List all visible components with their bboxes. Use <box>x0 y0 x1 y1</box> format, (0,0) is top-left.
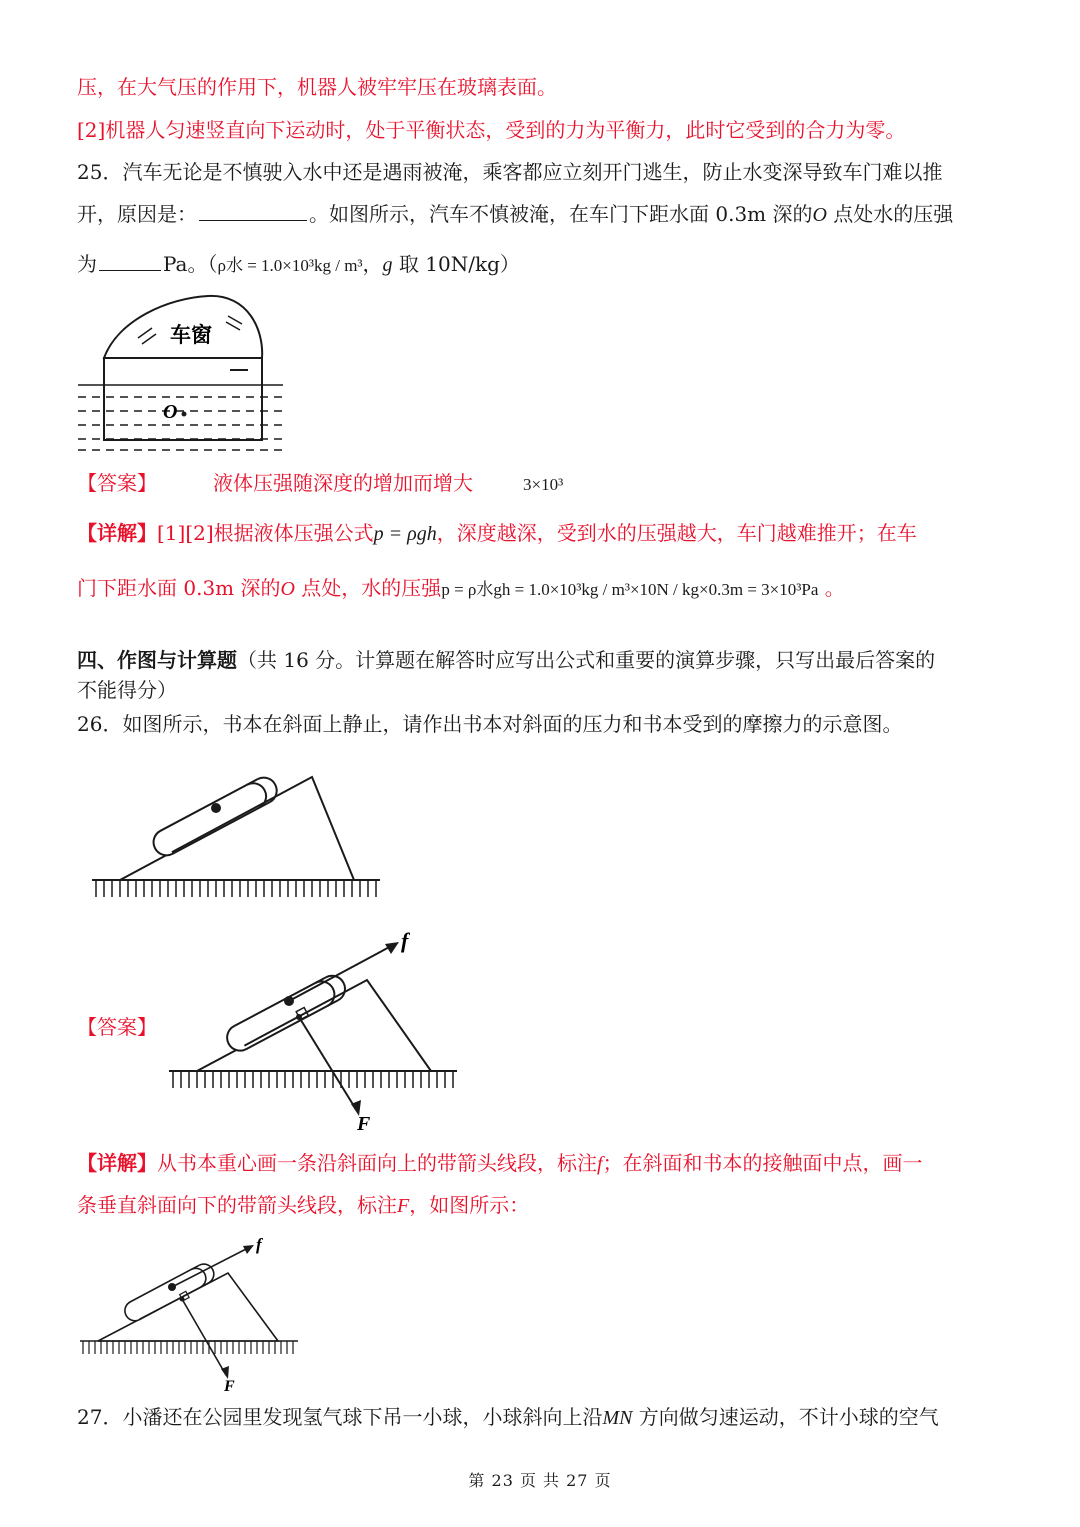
q25-stem-text: 为 <box>77 252 97 276</box>
point-o-label: O <box>812 204 827 226</box>
pressure-formula: p = ρgh <box>373 523 437 545</box>
section-4-heading-line2: 不能得分） <box>77 678 177 702</box>
water-density-formula: ρ水 = 1.0×10³kg / m³ <box>217 256 363 275</box>
q26-stem: 26．如图所示，书本在斜面上静止，请作出书本对斜面的压力和书本受到的摩擦力的示意图。 <box>77 712 903 736</box>
answer-text-2: 3×10³ <box>523 475 564 494</box>
q25-stem-line1: 25．汽车无论是不慎驶入水中还是遇雨被淹，乘客都应立刻开门逃生，防止水变深导致车门难以推 <box>77 160 943 184</box>
q25-stem-text: Pa。（ <box>163 252 218 276</box>
answer-blank-1 <box>199 200 307 221</box>
q24-line1: 压，在大气压的作用下，机器人被牢牢压在玻璃表面。 <box>77 75 557 99</box>
detail-text: 门下距水面 0.3m 深的 <box>77 576 281 600</box>
pressure-label-F: F <box>357 1113 371 1135</box>
answer-blank-2 <box>99 250 161 271</box>
detail-text: ，如图所示： <box>409 1193 530 1217</box>
q25-stem-text: 取 10N/kg） <box>392 252 520 276</box>
answer-text-1: 液体压强随深度的增加而增大 <box>213 471 473 495</box>
book-shape <box>149 773 281 860</box>
detail-text: 。 <box>818 576 845 600</box>
pressure-label-F-small: F <box>224 1378 235 1395</box>
detail-text: ，深度越深，受到水的压强越大，车门越难推开；在车 <box>436 521 917 545</box>
detail-text: [1][2]根据液体压强公式 <box>157 521 374 545</box>
detail-force-diagram <box>78 1235 303 1395</box>
car-window-label: 车窗 <box>170 322 212 347</box>
q27-text: 方向做匀速运动，不计小球的空气 <box>632 1405 939 1429</box>
q25-stem-line2 <box>77 199 1010 230</box>
section-instructions: （共 16 分。计算题在解答时应写出公式和重要的演算步骤，只写出最后答案的 <box>237 648 936 672</box>
q26-answer-tag: 【答案】 <box>77 1015 157 1039</box>
point-o-dot <box>182 412 187 417</box>
q25-stem-line3 <box>77 249 1010 281</box>
car-window-figure <box>78 290 288 455</box>
q25-answer <box>77 468 1010 500</box>
point-o-label: O <box>280 578 295 600</box>
q26-detail-line2 <box>77 1190 1010 1221</box>
q27-text: 27．小潘还在公园里发现氢气球下吊一小球，小球斜向上沿 <box>77 1405 603 1429</box>
section-4-heading <box>77 645 1010 675</box>
f-symbol: f <box>597 1153 603 1175</box>
friction-label-f-small: f <box>256 1235 262 1254</box>
detail-tag: 【详解】 <box>77 1151 157 1175</box>
point-o-figure-label: O <box>163 401 178 423</box>
mn-direction-label: MN <box>602 1407 633 1429</box>
q24-line2: [2]机器人匀速竖直向下运动时，处于平衡状态，受到的力为平衡力，此时它受到的合力为零。 <box>77 118 906 142</box>
q27-stem <box>77 1402 1010 1433</box>
center-of-gravity-dot <box>211 803 221 813</box>
detail-text: 条垂直斜面向下的带箭头线段，标注 <box>77 1193 397 1217</box>
answer-tag: 【答案】 <box>77 471 157 495</box>
q25-stem-text: 。如图所示，汽车不慎被淹，在车门下距水面 0.3m 深的 <box>309 202 813 226</box>
detail-tag: 【详解】 <box>77 521 157 545</box>
q25-stem-text: 开，原因是： <box>77 202 197 226</box>
q25-detail-line2 <box>77 573 1010 605</box>
F-symbol: F <box>397 1195 410 1217</box>
detail-text: ；在斜面和书本的接触面中点，画一 <box>602 1151 923 1175</box>
detail-text: 从书本重心画一条沿斜面向上的带箭头线段，标注 <box>157 1151 597 1175</box>
g-symbol: g <box>382 254 393 276</box>
answer-force-diagram <box>165 928 465 1138</box>
detail-text: 点处，水的压强 <box>294 576 442 600</box>
friction-label-f: f <box>401 928 409 953</box>
q26-detail-line1 <box>77 1148 1010 1179</box>
book-on-incline-figure <box>90 765 385 900</box>
q25-detail-line1 <box>77 518 1010 549</box>
page-footer: 第 23 页 共 27 页 <box>468 1471 612 1490</box>
section-title: 四、作图与计算题 <box>77 648 237 672</box>
q25-stem-text: ， <box>362 252 383 276</box>
pressure-calculation: p = ρ水gh = 1.0×10³kg / m³×10N / kg×0.3m = 3×10³Pa <box>441 580 819 599</box>
q25-stem-text: 点处水的压强 <box>826 202 954 226</box>
